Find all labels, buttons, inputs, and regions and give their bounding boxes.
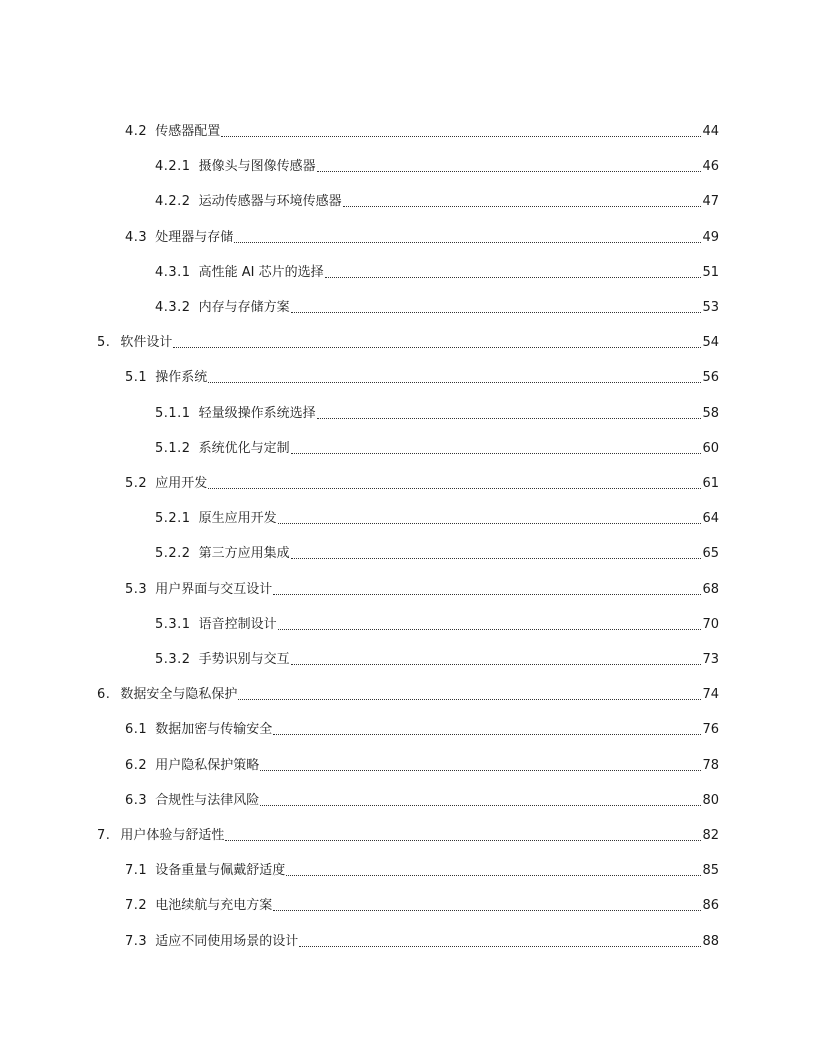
toc-entry[interactable]: [0, 542, 719, 562]
toc-dot-leader: [273, 910, 701, 911]
toc-entry[interactable]: [0, 507, 719, 527]
toc-dot-leader: [238, 699, 701, 700]
toc-entry-number: 5.3.2: [155, 652, 191, 667]
toc-entry-number: 4.2: [125, 124, 148, 139]
toc-entry-number: 4.3: [125, 230, 148, 245]
toc-entry-title: 摄像头与图像传感器: [198, 159, 316, 174]
toc-entry[interactable]: [0, 437, 719, 457]
toc-entry-number: 4.3.2: [155, 300, 191, 315]
toc-entry-title: 适应不同使用场景的设计: [155, 934, 299, 949]
toc-entry-number: 7.: [97, 828, 111, 843]
toc-entry[interactable]: [0, 296, 719, 316]
toc-entry-page-number: 65: [702, 546, 719, 561]
toc-entry-page-number: 76: [702, 722, 719, 737]
toc-entry[interactable]: [0, 261, 719, 281]
toc-entry[interactable]: [0, 190, 719, 210]
toc-dot-leader: [273, 734, 701, 735]
toc-entry[interactable]: [0, 331, 719, 351]
toc-entry-page-number: 54: [702, 335, 719, 350]
toc-entry-number: 4.2.1: [155, 159, 191, 174]
toc-entry-title: 系统优化与定制: [198, 441, 290, 456]
toc-entry-title: 应用开发: [155, 476, 208, 491]
toc-entry-number: 4.2.2: [155, 194, 191, 209]
toc-dot-leader: [291, 664, 702, 665]
toc-entry-number: 5.2: [125, 476, 148, 491]
toc-entry-number: 7.2: [125, 898, 148, 913]
toc-entry[interactable]: [0, 155, 719, 175]
toc-entry-title: 数据安全与隐私保护: [120, 687, 238, 702]
toc-entry-page-number: 44: [702, 124, 719, 139]
toc-entry-title: 轻量级操作系统选择: [198, 406, 316, 421]
toc-entry-number: 5.1.1: [155, 406, 191, 421]
toc-entry-page-number: 64: [702, 511, 719, 526]
toc-entry-title: 第三方应用集成: [198, 546, 290, 561]
toc-dot-leader: [221, 136, 701, 137]
toc-entry-number: 5.2.2: [155, 546, 191, 561]
toc-entry-number: 6.: [97, 687, 111, 702]
toc-entry[interactable]: [0, 859, 719, 879]
toc-entry[interactable]: [0, 789, 719, 809]
toc-entry-page-number: 47: [702, 194, 719, 209]
toc-entry-title: 用户隐私保护策略: [155, 758, 260, 773]
toc-entry[interactable]: [0, 366, 719, 386]
toc-entry[interactable]: [0, 930, 719, 950]
toc-entry-number: 5.: [97, 335, 111, 350]
toc-dot-leader: [234, 242, 701, 243]
toc-entry[interactable]: [0, 683, 719, 703]
toc-entry-title: 操作系统: [155, 370, 208, 385]
toc-entry-page-number: 51: [702, 265, 719, 280]
toc-entry-page-number: 86: [702, 898, 719, 913]
toc-dot-leader: [278, 629, 702, 630]
toc-entry-page-number: 80: [702, 793, 719, 808]
toc-entry[interactable]: [0, 648, 719, 668]
toc-entry-page-number: 49: [702, 230, 719, 245]
toc-dot-leader: [208, 382, 701, 383]
toc-entry-title: 传感器配置: [155, 124, 221, 139]
toc-entry-title: 处理器与存储: [155, 230, 234, 245]
toc-entry[interactable]: [0, 754, 719, 774]
toc-dot-leader: [286, 875, 701, 876]
toc-entry-page-number: 82: [702, 828, 719, 843]
toc-dot-leader: [325, 277, 702, 278]
toc-dot-leader: [208, 488, 701, 489]
toc-dot-leader: [299, 946, 701, 947]
toc-entry-page-number: 61: [702, 476, 719, 491]
toc-dot-leader: [273, 594, 701, 595]
toc-entry-number: 7.3: [125, 934, 148, 949]
toc-entry-number: 4.3.1: [155, 265, 191, 280]
toc-entry-number: 6.1: [125, 722, 148, 737]
toc-dot-leader: [291, 453, 702, 454]
toc-entry-page-number: 46: [702, 159, 719, 174]
toc-entry-page-number: 70: [702, 617, 719, 632]
toc-entry-page-number: 78: [702, 758, 719, 773]
toc-entry[interactable]: [0, 894, 719, 914]
toc-entry-title: 用户界面与交互设计: [155, 582, 273, 597]
toc-dot-leader: [260, 770, 701, 771]
toc-entry-page-number: 58: [702, 406, 719, 421]
toc-dot-leader: [343, 206, 702, 207]
toc-entry[interactable]: [0, 402, 719, 422]
toc-entry-number: 5.3.1: [155, 617, 191, 632]
toc-entry-number: 5.1: [125, 370, 148, 385]
toc-entry-page-number: 68: [702, 582, 719, 597]
toc-entry-title: 合规性与法律风险: [155, 793, 260, 808]
toc-entry-number: 5.2.1: [155, 511, 191, 526]
toc-entry-title: 用户体验与舒适性: [120, 828, 225, 843]
toc-entry-number: 6.3: [125, 793, 148, 808]
toc-entry-title: 设备重量与佩戴舒适度: [155, 863, 286, 878]
toc-entry-title: 电池续航与充电方案: [155, 898, 273, 913]
toc-entry[interactable]: [0, 824, 719, 844]
toc-dot-leader: [278, 523, 702, 524]
toc-entry-page-number: 73: [702, 652, 719, 667]
toc-entry-page-number: 60: [702, 441, 719, 456]
toc-entry-title: 语音控制设计: [198, 617, 277, 632]
toc-entry-number: 6.2: [125, 758, 148, 773]
toc-entry-number: 7.1: [125, 863, 148, 878]
toc-dot-leader: [173, 347, 701, 348]
toc-entry[interactable]: [0, 613, 719, 633]
toc-entry-page-number: 53: [702, 300, 719, 315]
toc-entry[interactable]: [0, 120, 719, 140]
toc-entry[interactable]: [0, 578, 719, 598]
toc-entry-page-number: 56: [702, 370, 719, 385]
toc-dot-leader: [225, 840, 701, 841]
toc-entry-title: 手势识别与交互: [198, 652, 290, 667]
toc-entry[interactable]: [0, 718, 719, 738]
toc-entry-title: 软件设计: [120, 335, 173, 350]
toc-entry-number: 5.3: [125, 582, 148, 597]
toc-dot-leader: [291, 558, 702, 559]
toc-entry-number: 5.1.2: [155, 441, 191, 456]
toc-entry-page-number: 74: [702, 687, 719, 702]
toc-entry-title: 原生应用开发: [198, 511, 277, 526]
toc-entry-title: 高性能 AI 芯片的选择: [198, 265, 324, 280]
toc-dot-leader: [317, 171, 702, 172]
toc-entry-title: 运动传感器与环境传感器: [198, 194, 342, 209]
toc-entry[interactable]: [0, 472, 719, 492]
toc-entry-title: 内存与存储方案: [198, 300, 290, 315]
toc-entry-page-number: 85: [702, 863, 719, 878]
toc-dot-leader: [260, 805, 701, 806]
toc-entry-title: 数据加密与传输安全: [155, 722, 273, 737]
toc-dot-leader: [317, 418, 702, 419]
toc-entry[interactable]: [0, 226, 719, 246]
toc-dot-leader: [291, 312, 702, 313]
toc-entry-page-number: 88: [702, 934, 719, 949]
